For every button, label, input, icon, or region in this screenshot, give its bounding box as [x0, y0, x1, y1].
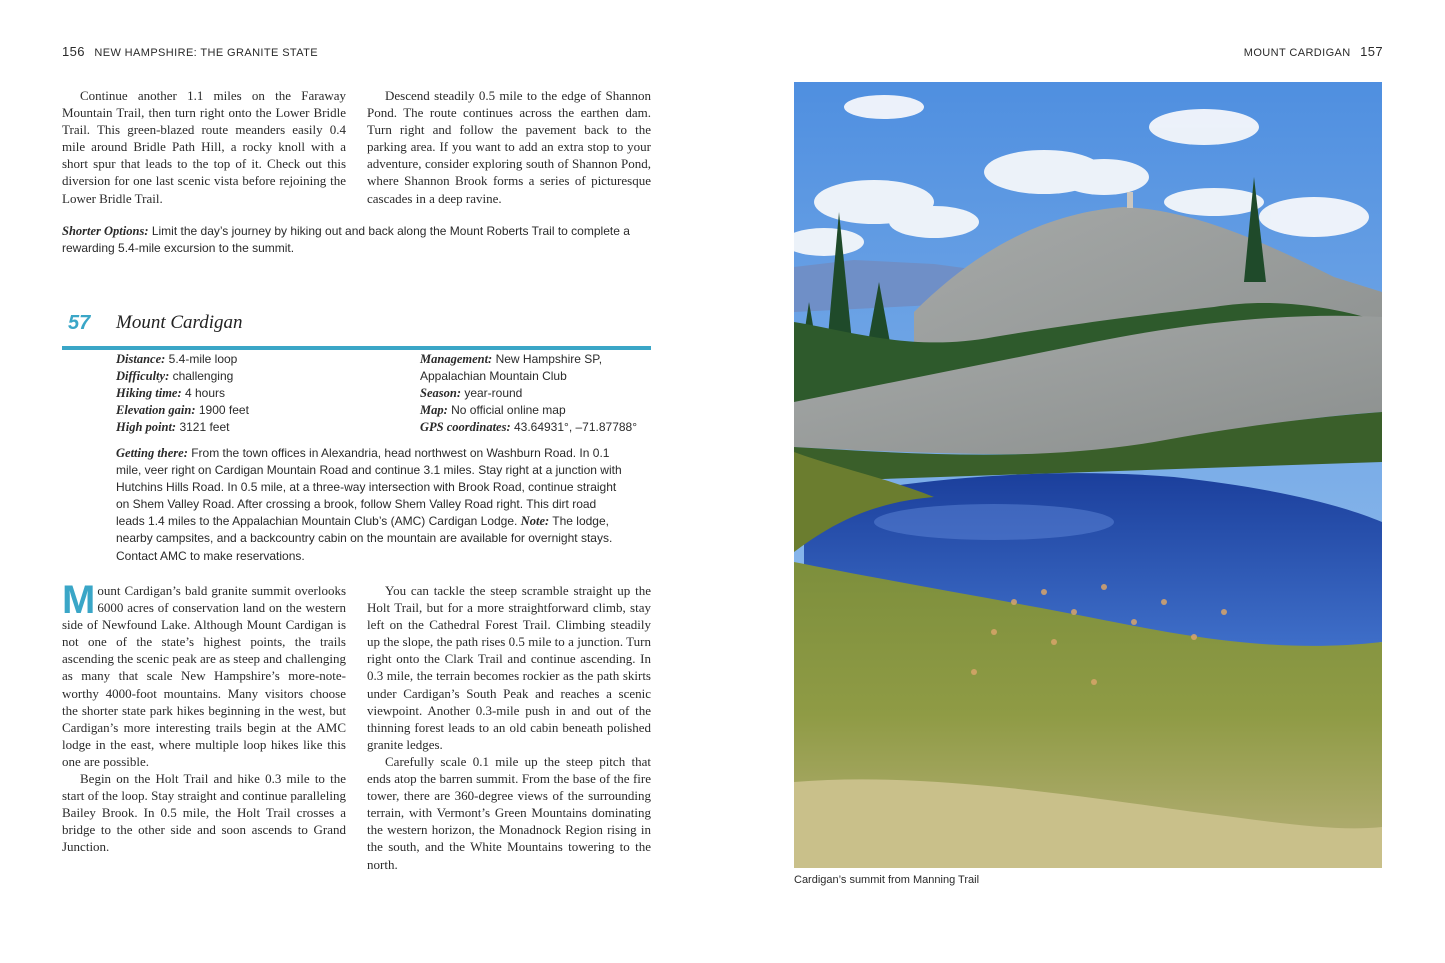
- fact-high-point: [116, 419, 249, 436]
- fact-label: Distance:: [116, 352, 166, 366]
- fact-label: Elevation gain:: [116, 403, 196, 418]
- fact-elevation-gain: [116, 402, 249, 419]
- fact-label: Difficulty:: [116, 369, 170, 384]
- fact-value: year-round: [464, 386, 523, 401]
- fact-hiking-time: [116, 385, 249, 402]
- running-head-right-title: MOUNT CARDIGAN: [1243, 47, 1351, 59]
- intro-left-column: [62, 87, 346, 207]
- fact-value: No official online map: [451, 403, 566, 418]
- getting-there-text: From the town offices in Alexandria, head northwest on Washburn Road. In 0.1 mile, veer right on Cardigan Mountain Road and continue 3.1 miles. Stay right at a junction with Hutchins Hills Road. In 0.5 mile, at a three-way intersection with Brook Road, continue straight on Shem Valley Road. After crossing a brook, follow Shem Valley Road right. This dirt road leads 1.4 miles to the Appalachian Mountain Club’s (AMC) Cardigan Lodge.: [116, 446, 622, 529]
- getting-there-label: Getting there:: [116, 446, 188, 460]
- fact-value: 3121 feet: [179, 420, 230, 435]
- fact-label: High point:: [116, 420, 177, 435]
- drop-cap: M: [62, 578, 96, 622]
- fact-value: 5.4-mile loop: [168, 352, 238, 366]
- getting-there: [116, 445, 626, 565]
- fact-map: [420, 402, 637, 419]
- body-paragraph-2: Begin on the Holt Trail and hike 0.3 mile to the start of the loop. Stay straight and continue paralleling Bailey Brook. In 0.5 mile, the Holt Trail crosses a bridge to the other side and soon ascends to Grand Junction.: [62, 771, 346, 855]
- body-paragraph-1-text: ount Cardigan’s bald granite summit overlooks 6000 acres of conservation land on the western side of Newfound Lake. Although Mount Cardigan is not one of the state’s highest points, the trails ascending the scenic peak are as steep and challenging as many that scale New Hampshire’s more-noteworthy 4000-foot mountains. Many visitors choose the shorter state park hikes beginning in the west, but Cardigan’s more interesting trails begin at the AMC lodge in the east, where multiple loop hikes like this one are possible.: [62, 583, 346, 769]
- running-head-right: [1244, 44, 1383, 59]
- fact-label: Management:: [420, 352, 493, 366]
- note-label: Note:: [520, 514, 550, 529]
- fact-label: Map:: [420, 403, 448, 418]
- fact-management-cont: Appalachian Mountain Club: [420, 369, 567, 384]
- page-number-left: 156: [62, 44, 85, 59]
- fact-value: New Hampshire SP,: [495, 352, 603, 366]
- fact-value: 1900 feet: [198, 403, 249, 418]
- fact-distance: [116, 351, 249, 368]
- fact-season: [420, 385, 637, 402]
- hike-number: 57: [68, 312, 91, 334]
- fact-value: 43.64931°, –71.87788°: [513, 420, 638, 435]
- fact-label: Hiking time:: [116, 386, 182, 401]
- shorter-options-label: Shorter Options:: [62, 224, 149, 238]
- note-text: The lodge, nearby campsites, and a backcountry cabin on the mountain are available for overnight stays. Contact AMC to make reservations.: [116, 514, 613, 563]
- fact-difficulty: [116, 368, 249, 385]
- running-head-left: [62, 44, 318, 59]
- shorter-options-text: Limit the day’s journey by hiking out and back along the Mount Roberts Trail to complete a rewarding 5.4-mile excursion to the summit.: [62, 224, 630, 256]
- shorter-options: [62, 223, 652, 257]
- summit-photo: [794, 82, 1382, 868]
- body-right-column: [367, 582, 651, 873]
- hike-title: Mount Cardigan: [116, 312, 243, 333]
- photo-caption: Cardigan’s summit from Manning Trail: [794, 874, 980, 886]
- fact-label: GPS coordinates:: [420, 420, 511, 435]
- intro-right-paragraph: Descend steadily 0.5 mile to the edge of Shannon Pond. The route continues across the earthen dam. Turn right and follow the pavement back to the parking area. If you want to add an extra stop to your adventure, consider exploring south of Shannon Pond, where Shannon Brook forms a series of picturesque cascades in a deep ravine.: [367, 88, 651, 206]
- hike-facts-right: [420, 351, 637, 436]
- fact-gps: [420, 419, 637, 436]
- fact-label: Season:: [420, 386, 461, 401]
- fact-value: 4 hours: [184, 386, 225, 401]
- page-number-right: 157: [1360, 44, 1383, 59]
- body-paragraph-3: You can tackle the steep scramble straight up the Holt Trail, but for a more straightforward climb, stay left on the Cathedral Forest Trail. Climbing steadily up the slope, the path rises 0.5 mile to a junction. Turn right onto the Clark Trail and continue ascending. In 0.3 mile, the terrain becomes rockier as the path skirts under Cardigan’s South Peak and reaches a scenic viewpoint. Another 0.3-mile push in and out of the thinning forest leads to an old cabin beneath polished granite ledges.: [367, 583, 651, 752]
- fact-management: [420, 351, 637, 368]
- hike-facts-left: [116, 351, 249, 436]
- body-paragraph-1: [62, 578, 346, 770]
- body-left-column: [62, 578, 346, 856]
- fact-value: challenging: [172, 369, 234, 384]
- intro-left-paragraph: Continue another 1.1 miles on the Faraway Mountain Trail, then turn right onto the Lower Bridle Trail. This green-blazed route meanders easily 0.4 mile around Bridle Path Hill, a rocky knoll with a short spur that leads to the top of it. Check out this diversion for one last scenic vista before rejoining the Lower Bridle Trail.: [62, 88, 346, 206]
- summit-photo-illustration: [794, 82, 1382, 868]
- body-paragraph-4: Carefully scale 0.1 mile up the steep pitch that ends atop the barren summit. From the base of the fire tower, there are 360-degree views of the surrounding terrain, with Vermont’s Green Mountains dominating the western horizon, the Monadnock Region rising in the south, and the White Mountains towering to the north.: [367, 753, 651, 872]
- hike-header: [62, 312, 651, 350]
- intro-right-column: [367, 87, 651, 207]
- running-head-left-title: NEW HAMPSHIRE: THE GRANITE STATE: [94, 47, 319, 59]
